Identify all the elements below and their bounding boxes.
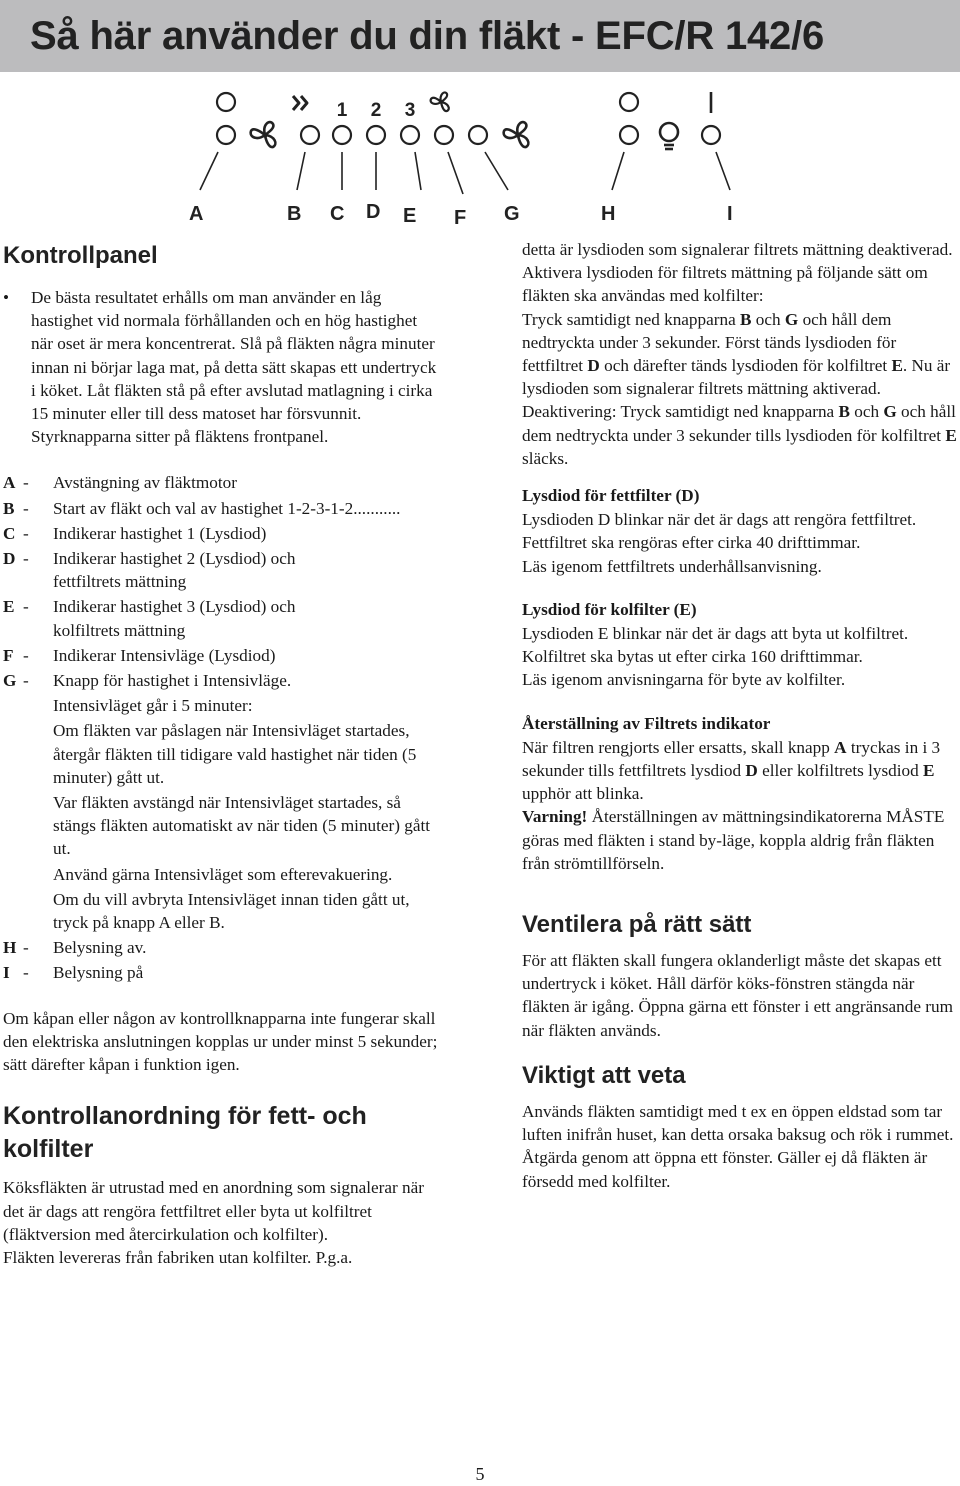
fan-boost-icon — [504, 122, 529, 147]
heading-filter-reset: Återställning av Filtrets indikator — [522, 713, 771, 733]
led-f-icon — [435, 126, 453, 144]
control-panel-diagram — [0, 80, 960, 200]
panel-label-b: B — [287, 203, 302, 225]
legend-item: D - Indikerar hastighet 2 (Lysdiod) och fettfiltrets mättning — [3, 549, 296, 592]
filter-paragraph: Köksfläkten är utrustad med en anordning som signalerar när det är dags att rengöra fettfiltret eller byta ut kolfiltret (fläktversion med återcirkulation och kolfilter). — [3, 1178, 424, 1244]
legend-item: I - Belysning på — [3, 963, 144, 983]
right-paragraph-2: Aktivera lysdioden för filtrets mättning på följande sätt om fläkten ska användas med kolfilter: — [522, 263, 928, 306]
small-fan-icon — [431, 92, 449, 111]
legend-list-lights — [3, 936, 443, 984]
carbon-filter-text-2: Kolfiltret ska bytas ut efter cirka 160 drifttimmar. — [522, 647, 863, 667]
button-h-icon — [620, 126, 638, 144]
fast-forward-icon — [293, 96, 307, 110]
panel-label-a: A — [189, 203, 204, 225]
speed-number-2: 2 — [370, 100, 382, 121]
carbon-filter-text: Lysdioden E blinkar när det är dags att byta ut kolfiltret. — [522, 624, 909, 644]
panel-label-f: F — [454, 207, 467, 229]
filter-reset-warning: Varning! Återställningen av mättningsindikatorerna MÅSTE göras med fläkten i stand by-läge, koppla aldrig från fläkten från strömtillförseln. — [522, 807, 945, 873]
reset-paragraph: Om kåpan eller någon av kontrollknapparna inte fungerar skall den elektriska anslutningen kopplas ur under minst 5 sekunder; sätt därefter kåpan i funktion igen. — [3, 1008, 438, 1075]
fan-off-icon — [251, 122, 276, 147]
panel-label-i: I — [727, 203, 733, 225]
viktigt-text: Används fläkten samtidigt med t ex en öppen eldstad som tar luften inifrån huset, kan detta orsaka baksug och rök i rummet. Åtgärda genom att öppna ett fönster. Gäller ej då fläkten är försedd med kolfilter. — [522, 1101, 954, 1191]
legend-item: B - Start av fläkt och val av hastighet 1-2-3-1-2........... — [3, 498, 401, 518]
panel-label-d: D — [366, 201, 381, 223]
legend-item: E - Indikerar hastighet 3 (Lysdiod) och kolfiltrets mättning — [3, 597, 296, 640]
panel-label-h: H — [601, 203, 616, 225]
pointer-lines — [200, 152, 730, 194]
led-c-icon — [333, 126, 351, 144]
page-number: 5 — [475, 1464, 485, 1484]
panel-label-c: C — [330, 203, 345, 225]
legend-item: F - Indikerar Intensivläge (Lysdiod) — [3, 645, 276, 665]
heading-ventilera: Ventilera på rätt sätt — [522, 911, 752, 939]
heading-grease-filter-led: Lysdiod för fettfilter (D) — [522, 486, 700, 506]
panel-label-e: E — [403, 205, 417, 227]
legend-item: C - Indikerar hastighet 1 (Lysdiod) — [3, 523, 267, 543]
right-paragraph-3: Tryck samtidigt ned knapparna B och G och håll dem nedtryckta under 3 sekunder. Först tänds lysdioden för fettfiltret D och därefter tänds lysdioden för kolfiltret E. Nu är lysdioden som signalerar filtrets mättning aktiverad. — [522, 309, 951, 399]
led-d-icon — [367, 126, 385, 144]
right-paragraph-4: Deaktivering: Tryck samtidigt ned knapparna B och G och håll dem nedtryckta under 3 sekunder tills lysdioden för kolfiltret E släcks. — [522, 402, 957, 468]
bullet-dot: • — [3, 288, 10, 307]
left-column — [3, 240, 443, 1269]
bullet-paragraph — [3, 286, 443, 448]
bullet-text: De bästa resultatet erhålls om man använder en låg hastighet vid normala förhållanden och en hög hastighet när oset är mera koncentrerat. Slå på fläkten några minuter innan ni börjar laga mat, på detta sätt skapas ett undertryck i köket. Låt fläkten stå på efter avslutad matlagning i cirka 15 minuter eller till dess matoset har försvunnit. Styrknapparna sitter på fläktens frontpanel. — [31, 288, 437, 447]
button-b-icon — [301, 126, 319, 144]
speed-number-3: 3 — [404, 100, 416, 121]
power-indicator-icon — [217, 93, 235, 111]
light-bulb-icon — [660, 123, 678, 149]
light-indicator-icon — [620, 93, 638, 111]
heading-kontrollpanel: Kontrollpanel — [3, 242, 158, 269]
grease-filter-text: Lysdioden D blinkar när det är dags att rengöra fettfiltret. Fettfiltret ska rengöras efter cirka 40 drifttimmar. — [522, 510, 917, 553]
ventilera-text: För att fläkten skall fungera oklanderligt måste det skapas ett undertryck i köket. Håll därför köks-fönstren stängda när fläkten är igång. Öppna gärna ett fönster i ett angränsande rum när fläkten används. — [522, 951, 953, 1040]
intensive-mode-notes: Intensivläget går i 5 minuter: Om fläkten var påslagen när Intensivläget startades, återgår fläkten till tidigare vald hastighet när tiden (5 minuter) gått ut. Var fläkten avstängd när Intensivläget startades, så stängs fläkten automatiskt av när tiden (5 minuter) gått ut. Använd gärna Intensivläget som efterevakuering. Om du vill avbryta Intensivläget innan tiden gått ut, tryck på knapp A eller B. — [53, 696, 431, 933]
legend-item: H - Belysning av. — [3, 938, 147, 958]
page-title: Så här använder du din fläkt - EFC/R 142/6 — [30, 14, 825, 58]
speed-number-1: 1 — [336, 100, 348, 121]
title-bar — [0, 0, 960, 72]
led-e-icon — [401, 126, 419, 144]
heading-carbon-filter-led: Lysdiod för kolfilter (E) — [522, 599, 697, 619]
button-g-icon — [469, 126, 487, 144]
filter-paragraph-2: Fläkten levereras från fabriken utan kolfilter. P.g.a. — [3, 1247, 353, 1267]
button-i-icon — [702, 126, 720, 144]
right-paragraph-1: detta är lysdioden som signalerar filtrets mättning deaktiverad. — [522, 240, 953, 259]
right-column — [522, 238, 958, 1193]
heading-kontrollanordning: Kontrollanordning för fett- och kolfilter — [3, 1102, 367, 1164]
panel-label-g: G — [504, 203, 520, 225]
filter-reset-text: När filtren rengjorts eller ersatts, skall knapp A tryckas in i 3 sekunder tills fettfiltrets lysdiod D eller kolfiltrets lysdiod E upphör att blinka. — [522, 737, 941, 804]
grease-filter-text-2: Läs igenom fettfiltrets underhållsanvisning. — [522, 556, 822, 576]
button-a-icon — [217, 126, 235, 144]
carbon-filter-text-3: Läs igenom anvisningarna för byte av kolfilter. — [522, 670, 846, 690]
legend-list — [3, 471, 443, 692]
legend-item: G - Knapp för hastighet i Intensivläge. — [3, 671, 292, 691]
heading-viktigt: Viktigt att veta — [522, 1061, 686, 1089]
legend-item: A - Avstängning av fläktmotor — [3, 473, 237, 493]
